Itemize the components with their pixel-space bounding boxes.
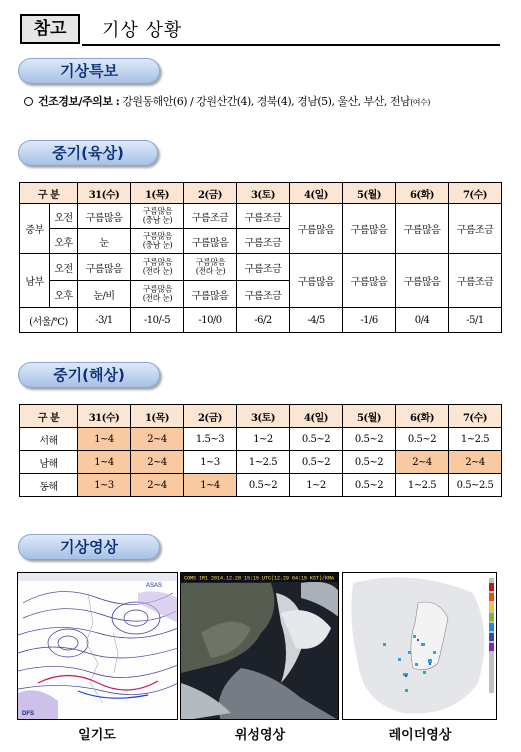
forecast-text: 구름많음 bbox=[142, 207, 172, 216]
sea-header-cell: 4(일) bbox=[290, 405, 343, 428]
section-images-heading: 기상영상 bbox=[18, 534, 160, 560]
satellite-image bbox=[180, 572, 339, 720]
wave-cell: 2~4 bbox=[131, 451, 184, 474]
reference-tag: 참고 bbox=[20, 14, 80, 44]
forecast-cell: 구름많음 bbox=[78, 254, 131, 281]
wave-cell: 1~2.5 bbox=[237, 451, 290, 474]
land-header-cell: 4(일) bbox=[290, 183, 343, 204]
temp-cell: -1/6 bbox=[343, 308, 396, 333]
wave-cell: 0.5~2 bbox=[237, 474, 290, 497]
wave-cell: 1~2.5 bbox=[396, 474, 449, 497]
wave-cell: 1~4 bbox=[78, 428, 131, 451]
temp-cell: -5/1 bbox=[449, 308, 502, 333]
satellite-caption: 위성영상 bbox=[234, 728, 286, 743]
forecast-text: 구름많음 bbox=[142, 258, 172, 267]
temp-cell: -10/0 bbox=[184, 308, 237, 333]
page-title: 기상 상황 bbox=[102, 20, 183, 41]
forecast-cell: 구름많음 bbox=[290, 204, 343, 254]
sea-header-row bbox=[20, 405, 502, 428]
radar-graphic bbox=[343, 573, 497, 720]
wave-cell: 0.5~2 bbox=[290, 451, 343, 474]
table-row bbox=[20, 308, 502, 333]
wave-cell: 0.5~2 bbox=[343, 474, 396, 497]
forecast-cell bbox=[131, 204, 184, 229]
forecast-cell bbox=[131, 229, 184, 254]
wave-cell: 1~2 bbox=[237, 428, 290, 451]
sea-header-cell: 2(금) bbox=[184, 405, 237, 428]
period-am: 오전 bbox=[50, 254, 78, 281]
forecast-cell: 눈 bbox=[78, 229, 131, 254]
forecast-cell: 구름조금 bbox=[237, 229, 290, 254]
wave-cell: 2~4 bbox=[396, 451, 449, 474]
forecast-cell: 구름조금 bbox=[449, 204, 502, 254]
sea-header-cell: 1(목) bbox=[131, 405, 184, 428]
header-rule bbox=[82, 44, 500, 46]
forecast-cell bbox=[131, 281, 184, 308]
notice-text: 강원동해안(6) / 강원산간(4), 경북(4), 경남(5), 울산, 부산, 전남 bbox=[119, 95, 411, 108]
sea-header-cell: 3(토) bbox=[237, 405, 290, 428]
forecast-cell bbox=[131, 254, 184, 281]
radar-image bbox=[342, 572, 497, 720]
section-sea-heading: 중기(해상) bbox=[18, 362, 160, 388]
forecast-cell: 구름조금 bbox=[449, 254, 502, 308]
table-row bbox=[20, 204, 502, 229]
wave-cell: 0.5~2 bbox=[290, 428, 343, 451]
table-row bbox=[20, 451, 502, 474]
forecast-note: (전라 눈) bbox=[195, 267, 225, 276]
wave-cell: 1~2.5 bbox=[449, 428, 502, 451]
wave-cell: 1~4 bbox=[184, 474, 237, 497]
sea-forecast-table bbox=[19, 404, 502, 497]
forecast-cell: 구름많음 bbox=[396, 204, 449, 254]
forecast-note: (전라 눈) bbox=[142, 294, 172, 303]
land-header-cell: 7(수) bbox=[449, 183, 502, 204]
sea-header-cell: 6(화) bbox=[396, 405, 449, 428]
period-am: 오전 bbox=[50, 204, 78, 229]
radar-caption: 레이더영상 bbox=[388, 728, 452, 743]
land-header-cell: 2(금) bbox=[184, 183, 237, 204]
satellite-stamp: COMS IR1 2014.12.28 15:15 UTC(12.29 04:15 KST)/KMA bbox=[184, 575, 335, 582]
temp-cell: -4/5 bbox=[290, 308, 343, 333]
forecast-cell: 눈/비 bbox=[78, 281, 131, 308]
wave-cell: 1.5~3 bbox=[184, 428, 237, 451]
land-header-cell: 6(화) bbox=[396, 183, 449, 204]
forecast-cell: 구름조금 bbox=[237, 281, 290, 308]
wave-cell: 2~4 bbox=[131, 474, 184, 497]
wave-cell: 1~3 bbox=[78, 474, 131, 497]
sea-header-cell: 31(수) bbox=[78, 405, 131, 428]
wave-cell: 1~3 bbox=[184, 451, 237, 474]
land-forecast-table bbox=[19, 182, 502, 333]
wave-cell: 0.5~2 bbox=[396, 428, 449, 451]
region-south: 남부 bbox=[20, 254, 50, 308]
forecast-note: (전라 눈) bbox=[142, 267, 172, 276]
sea-region: 서해 bbox=[20, 428, 78, 451]
temp-cell: 0/4 bbox=[396, 308, 449, 333]
forecast-cell: 구름많음 bbox=[396, 254, 449, 308]
forecast-note: (충남 눈) bbox=[142, 216, 172, 225]
section-warning-heading: 기상특보 bbox=[18, 58, 160, 84]
land-header-row bbox=[20, 183, 502, 204]
section-land-heading: 중기(육상) bbox=[18, 140, 158, 166]
map-logo: DFS bbox=[22, 711, 34, 717]
table-row bbox=[20, 474, 502, 497]
wave-cell: 1~2 bbox=[290, 474, 343, 497]
weather-map-graphic bbox=[18, 573, 178, 720]
forecast-text: 구름많음 bbox=[142, 285, 172, 294]
forecast-cell: 구름많음 bbox=[343, 204, 396, 254]
notice-label: 건조경보/주의보 : bbox=[38, 95, 120, 108]
sea-header-cell: 7(수) bbox=[449, 405, 502, 428]
forecast-cell: 구름많음 bbox=[184, 229, 237, 254]
satellite-graphic bbox=[181, 573, 339, 720]
wave-cell: 2~4 bbox=[449, 451, 502, 474]
forecast-cell: 구름조금 bbox=[237, 204, 290, 229]
sea-region: 동해 bbox=[20, 474, 78, 497]
wave-cell: 0.5~2.5 bbox=[449, 474, 502, 497]
map-banner: ASAS bbox=[146, 583, 163, 589]
table-row bbox=[20, 254, 502, 281]
forecast-cell: 구름많음 bbox=[184, 281, 237, 308]
wave-cell: 2~4 bbox=[131, 428, 184, 451]
land-header-cell: 5(월) bbox=[343, 183, 396, 204]
temp-label: (서울/℃) bbox=[20, 308, 78, 333]
land-header-cell: 3(토) bbox=[237, 183, 290, 204]
forecast-cell: 구름많음 bbox=[290, 254, 343, 308]
table-row bbox=[20, 428, 502, 451]
forecast-cell: 구름조금 bbox=[184, 204, 237, 229]
temp-cell: -6/2 bbox=[237, 308, 290, 333]
land-header-cell: 1(목) bbox=[131, 183, 184, 204]
sea-header-cell: 구 분 bbox=[20, 405, 78, 428]
wave-cell: 0.5~2 bbox=[343, 428, 396, 451]
forecast-text: 구름많음 bbox=[195, 258, 225, 267]
forecast-cell: 구름조금 bbox=[237, 254, 290, 281]
notice-small: (여수) bbox=[410, 98, 430, 107]
sea-region: 남해 bbox=[20, 451, 78, 474]
wave-cell: 1~4 bbox=[78, 451, 131, 474]
bullet-icon bbox=[24, 97, 33, 106]
forecast-text: 구름많음 bbox=[142, 232, 172, 241]
warning-notice bbox=[24, 93, 430, 109]
forecast-cell: 구름많음 bbox=[78, 204, 131, 229]
forecast-note: (충남 눈) bbox=[142, 241, 172, 250]
forecast-cell: 구름많음 bbox=[343, 254, 396, 308]
land-header-cell: 31(수) bbox=[78, 183, 131, 204]
temp-cell: -10/-5 bbox=[131, 308, 184, 333]
region-central: 중부 bbox=[20, 204, 50, 254]
period-pm: 오후 bbox=[50, 281, 78, 308]
wave-cell: 0.5~2 bbox=[343, 451, 396, 474]
weather-map-caption: 일기도 bbox=[78, 728, 116, 743]
temp-cell: -3/1 bbox=[78, 308, 131, 333]
land-header-cell: 구 분 bbox=[20, 183, 78, 204]
page-header bbox=[20, 14, 500, 46]
period-pm: 오후 bbox=[50, 229, 78, 254]
forecast-cell bbox=[184, 254, 237, 281]
weather-map-image bbox=[17, 572, 178, 720]
sea-header-cell: 5(월) bbox=[343, 405, 396, 428]
